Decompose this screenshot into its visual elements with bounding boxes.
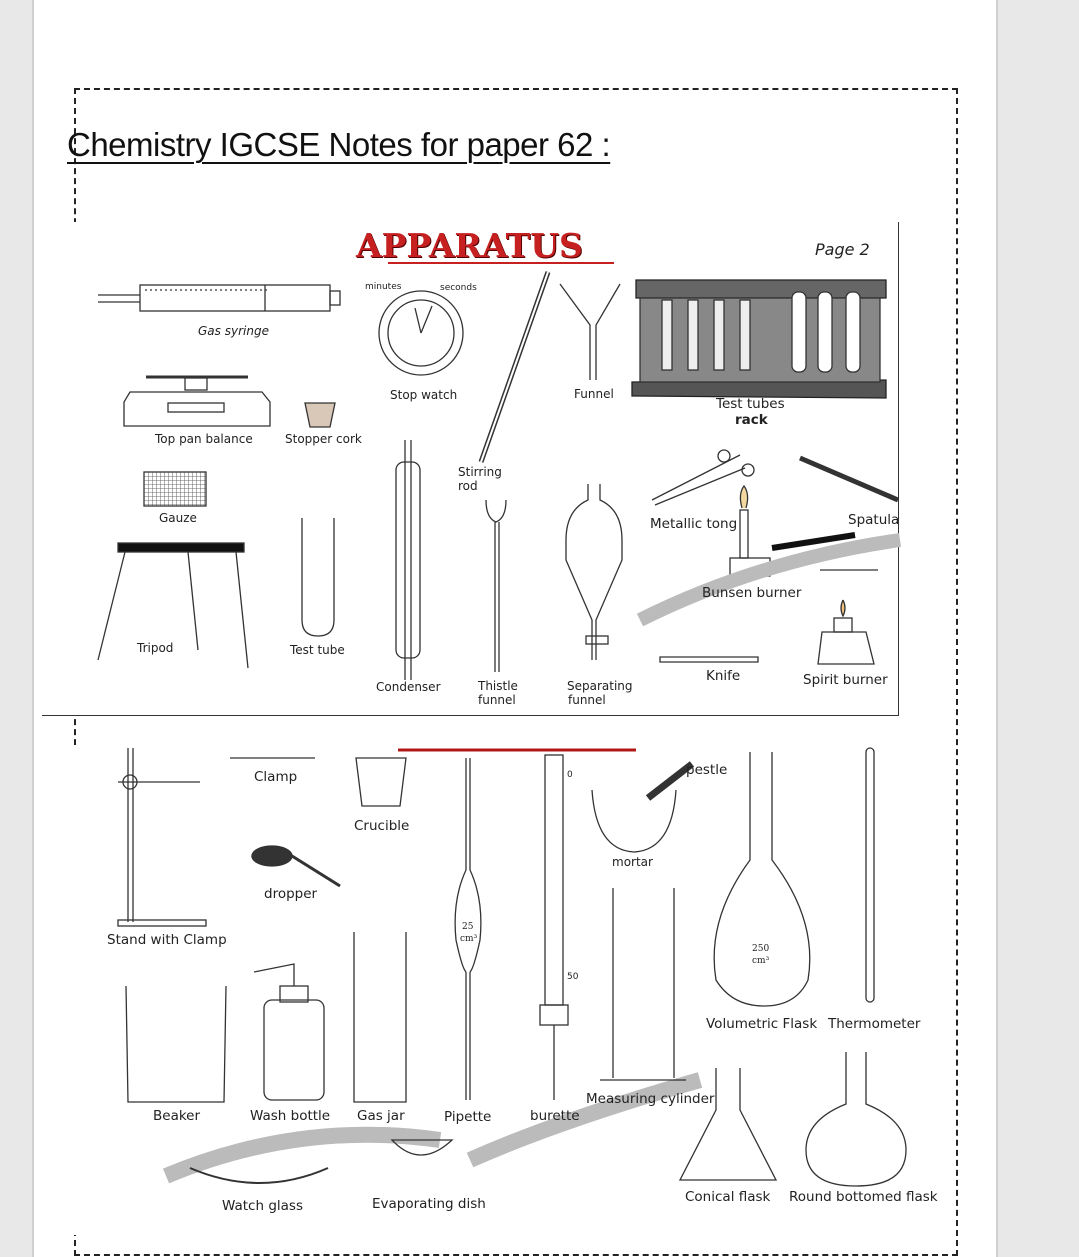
gauze-drawing	[144, 472, 206, 506]
metallic-tong-drawing	[652, 455, 745, 505]
label-stand-with-clamp: Stand with Clamp	[107, 932, 227, 948]
thermometer-drawing	[866, 748, 874, 1002]
label-crucible: Crucible	[354, 818, 410, 834]
label-burette: burette	[530, 1108, 580, 1124]
label-clamp: Clamp	[254, 769, 298, 785]
label-pipette: Pipette	[444, 1109, 492, 1125]
label-test-tubes: Test tubes	[716, 396, 785, 412]
label-spatula: Spatula	[848, 512, 900, 528]
test-tube-drawing	[302, 518, 334, 636]
label-dropper: dropper	[264, 886, 318, 902]
round-bottomed-flask-drawing	[806, 1052, 906, 1186]
label-rack: rack	[735, 412, 768, 428]
label-stopper-cork: Stopper cork	[285, 432, 362, 446]
label-top-pan-balance: Top pan balance	[155, 432, 253, 446]
page-heading: Chemistry IGCSE Notes for paper 62 :	[67, 126, 611, 163]
label-thermometer: Thermometer	[828, 1016, 921, 1032]
thistle-funnel-drawing	[486, 500, 506, 672]
label-wash-bottle: Wash bottle	[250, 1108, 331, 1124]
separating-funnel-drawing	[566, 484, 622, 660]
wash-bottle-drawing	[254, 964, 324, 1100]
watch-glass-drawing	[190, 1168, 328, 1183]
label-spirit-burner: Spirit burner	[803, 672, 888, 688]
label-evaporating-dish: Evaporating dish	[372, 1196, 486, 1212]
label-beaker: Beaker	[153, 1108, 201, 1124]
label-condenser: Condenser	[376, 680, 441, 694]
label-gas-syringe: Gas syringe	[198, 324, 269, 338]
label-mortar: mortar	[612, 855, 653, 869]
label-funnel: Funnel	[574, 387, 614, 401]
label-conical-flask: Conical flask	[685, 1189, 771, 1205]
stand-with-clamp-drawing	[118, 748, 206, 926]
label-separating: Separating	[567, 679, 633, 693]
label-flask-volume: 250	[752, 944, 770, 954]
test-tube-rack-drawing	[632, 280, 886, 398]
label-rod: rod	[458, 479, 478, 493]
measuring-cylinder-drawing	[600, 888, 686, 1080]
crucible-drawing	[356, 758, 406, 806]
label-metallic-tong: Metallic tong	[650, 516, 738, 532]
label-thistle-funnel: funnel	[478, 693, 516, 707]
page-label: Page 2	[815, 240, 870, 259]
label-pipette-volume: 25	[462, 922, 474, 932]
gas-syringe-drawing	[98, 285, 340, 311]
label-knife: Knife	[706, 668, 741, 684]
knife-drawing	[660, 657, 758, 662]
label-thistle: Thistle	[478, 679, 518, 693]
label-bunsen-burner: Bunsen burner	[702, 585, 802, 601]
label-burette-fifty: 50	[567, 972, 579, 982]
label-gauze: Gauze	[159, 511, 197, 525]
label-gas-jar: Gas jar	[357, 1108, 405, 1124]
mortar-drawing	[592, 764, 692, 852]
beaker-drawing	[126, 986, 226, 1102]
label-round-bottomed-flask: Round bottomed flask	[789, 1189, 938, 1205]
gas-jar-drawing	[354, 932, 406, 1102]
label-minutes: minutes	[365, 282, 402, 292]
sheet-title: APPARATUS	[356, 226, 583, 265]
label-watch-glass: Watch glass	[222, 1198, 303, 1214]
label-test-tube: Test tube	[290, 643, 345, 657]
label-pipette-unit: cm³	[460, 934, 478, 944]
label-stop-watch: Stop watch	[390, 388, 458, 402]
label-measuring-cylinder: Measuring cylinder	[586, 1091, 715, 1107]
top-pan-balance-drawing	[124, 377, 270, 426]
funnel-drawing	[560, 284, 620, 380]
label-stirring: Stirring	[458, 465, 502, 479]
condenser-drawing	[396, 440, 420, 680]
stop-watch-drawing	[379, 291, 463, 375]
label-separating-funnel: funnel	[568, 693, 606, 707]
label-burette-zero: 0	[567, 770, 573, 780]
label-tripod: Tripod	[137, 641, 174, 655]
stopper-cork-drawing	[305, 403, 335, 427]
label-flask-unit: cm³	[752, 956, 770, 966]
label-volumetric-flask: Volumetric Flask	[706, 1016, 818, 1032]
spatula-drawing	[800, 458, 898, 500]
spirit-burner-drawing	[818, 600, 874, 664]
label-seconds: seconds	[440, 283, 477, 293]
burette-drawing	[540, 755, 568, 1100]
volumetric-flask-drawing	[714, 752, 810, 1006]
label-pestle: pestle	[686, 762, 728, 778]
